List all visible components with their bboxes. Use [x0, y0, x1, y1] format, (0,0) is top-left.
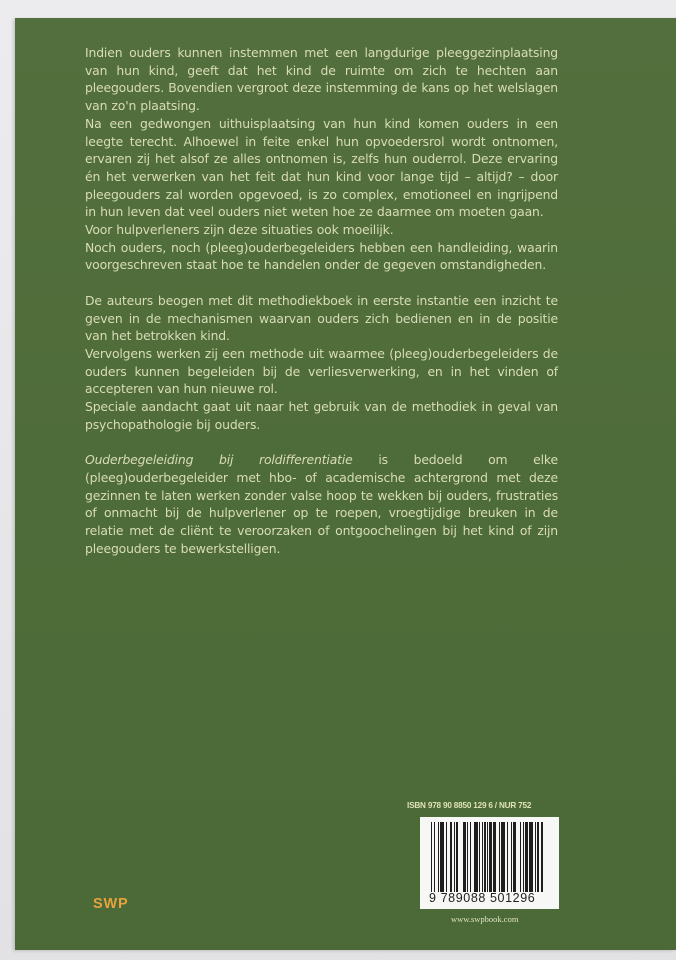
barcode-bar [541, 822, 542, 892]
isbn-nur-label: ISBN 978 90 8850 129 6 / NUR 752 [407, 801, 532, 810]
publisher-logo: SWP [93, 896, 129, 912]
barcode-digits: 9 789088 501296 [429, 891, 536, 905]
blurb-paragraph: Vervolgens werken zij een methode uit waarmee (pleeg)ouderbegeleiders de ouders kunnen begeleiden bij de verliesverwerking, en in het vinden of accepteren van hun nieuwe rol. [85, 345, 558, 397]
barcode-bars [431, 822, 543, 892]
blurb-paragraph: Noch ouders, noch (pleeg)ouderbegeleiders hebben een handleiding, waarin voorgeschreven staat hoe te handelen onder de gegeven omstandigheden. [85, 239, 558, 273]
cover-blurb [85, 44, 558, 557]
publisher-url: www.swpbook.com [451, 914, 519, 924]
blurb-paragraph: Indien ouders kunnen instemmen met een langdurige pleeggezinplaatsing van hun kind, geeft dat het kind de ruimte om zich te hechten aan pleegouders. Bovendien vergroot deze instemming de kans op het welslagen van zo'n plaatsing. [85, 45, 558, 114]
blurb-paragraph-closing [85, 451, 558, 557]
paragraph-gap [85, 274, 558, 292]
book-title-italic: Ouderbegeleiding bij roldifferentiatie [85, 452, 353, 468]
closing-text: is bedoeld om elke (pleeg)ouderbegeleider met hbo- of academische achtergrond met deze gezinnen te laten werken zonder valse hoop te wekken bij ouders, frustraties of onmacht bij de hulpverlener op te roepen, vroegtijdige breuken in de relatie met de cliënt te veroorzaken of ontgoochelingen bij het kind of zijn pleegouders te bewerkstelligen. [85, 452, 558, 556]
blurb-paragraph: Na een gedwongen uithuisplaatsing van hun kind komen ouders in een leegte terecht. Alhoewel in feite enkel hun opvoedersrol wordt ontnomen, ervaren zij het alsof ze alles ontnomen is, zelfs hun ouderrol. Deze ervaring én het verwerken van het feit dat hun kind voor lange tijd – altijd? – door pleegouders zal worden opgevoed, is zo complex, emotioneel en ingrijpend in hun leven dat veel ouders niet weten hoe ze daarmee om moeten gaan. [85, 115, 558, 220]
barcode [420, 817, 559, 909]
paragraph-gap [85, 433, 558, 451]
blurb-paragraph: De auteurs beogen met dit methodiekboek in eerste instantie een inzicht te geven in de mechanismen waarvan ouders zich bedienen en in de positie van het betrokken kind. [85, 292, 558, 344]
blurb-paragraph: Speciale aandacht gaat uit naar het gebruik van de methodiek in geval van psychopathologie bij ouders. [85, 399, 558, 432]
blurb-paragraph: Voor hulpverleners zijn deze situaties ook moeilijk. [85, 222, 394, 238]
